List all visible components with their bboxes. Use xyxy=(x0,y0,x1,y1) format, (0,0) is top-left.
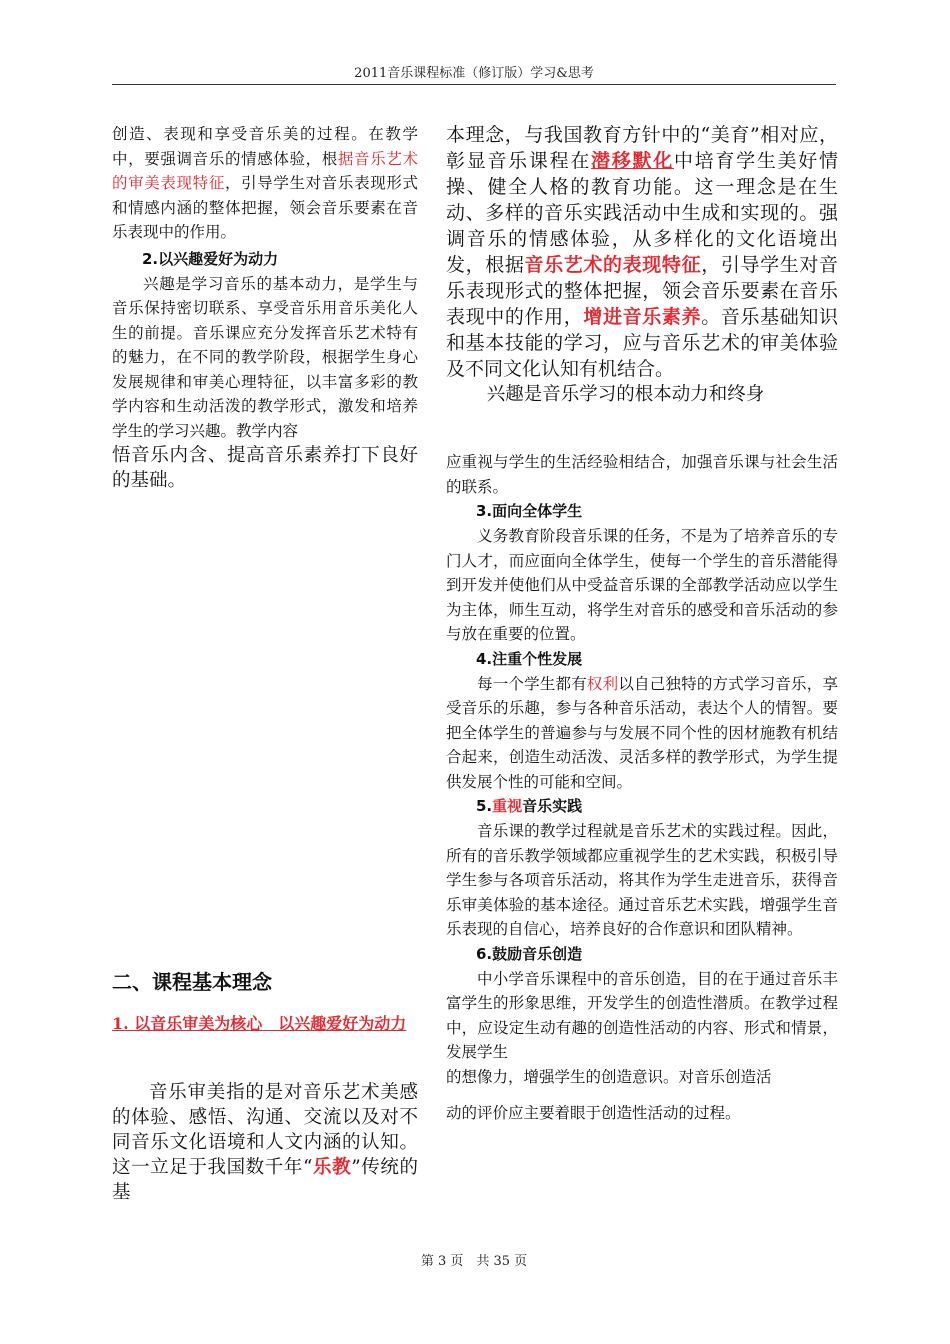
right-highlight-rights: 权利 xyxy=(586,674,619,693)
right-highlight-3: 增进音乐素养 xyxy=(583,306,702,328)
left-highlight-1: 据音乐艺术的审美表现特征 xyxy=(112,149,418,192)
heading-interest: 2.以兴趣爱好为动力 xyxy=(142,249,279,268)
left-paragraph-4: 音乐审美指的是对音乐艺术美感的体验、感悟、沟通、交流以及对不同音乐文化语境和人文内涵的认知。这一立足于我国数千年“乐教”传统的基 xyxy=(112,1082,418,1203)
subsection-title: 1. 以音乐审美为核心 以兴趣爱好为动力 xyxy=(112,1014,407,1033)
heading-creativity: 6.鼓励音乐创造 xyxy=(476,944,583,963)
header-rule xyxy=(112,84,836,85)
right-paragraph-4: 义务教育阶段音乐课的任务，不是为了培养音乐的专门人才，而应面向全体学生，使每一个学生的音乐潜能得到开发并使他们从中受益音乐课的全部教学活动应以学生为主体，师生互动，将学生对音乐的感受和音乐活动的参与放在重要的位置。 xyxy=(446,527,838,643)
section-title: 二、课程基本理念 xyxy=(112,970,272,994)
right-paragraph-3: 应重视与学生的生活经验相结合，加强音乐课与社会生活的联系。 xyxy=(446,453,838,496)
right-paragraph-1: 本理念，与我国教育方针中的“美育”相对应，彰显音乐课程在潜移默化中培育学生美好情操、健全人格的教育功能。这一理念是在生动、多样的音乐实践活动中生成和实现的。强调音乐的情感体验，从多样化的文化语境出发，根据音乐艺术的表现特征，引导学生对音乐表现形式的整体把握，领会音乐要素在音乐表现中的作用，增进音乐素养。音乐基础知识和基本技能的学习，应与音乐艺术的审美体验及不同文化认知有机结合。 xyxy=(446,124,838,380)
right-highlight-2: 音乐艺术的表现特征 xyxy=(524,254,702,276)
right-paragraph-8: 的想像力，增强学生的创造意识。对音乐创造活 xyxy=(446,1067,772,1086)
left-column xyxy=(112,122,418,493)
heading-practice: 5.重视音乐实践 xyxy=(476,797,583,815)
left-column-bottom xyxy=(112,1080,418,1205)
right-paragraph-6: 音乐课的教学过程就是音乐艺术的实践过程。因此，所有的音乐教学领域都应重视学生的艺术实践，积极引导学生参与各项音乐活动，将其作为学生走进音乐，获得音乐审美体验的基本途径。通过音乐艺术实践，增强学生音乐表现的自信心，培养良好的合作意识和团队精神。 xyxy=(446,822,838,938)
right-column-main xyxy=(446,450,838,1126)
heading-all-students: 3.面向全体学生 xyxy=(476,502,583,520)
page-header: 2011音乐课程标准（修订版）学习&思考 xyxy=(354,66,594,81)
heading-individuality: 4.注重个性发展 xyxy=(476,649,583,668)
right-paragraph-2: 兴趣是音乐学习的根本动力和终身 xyxy=(486,384,765,405)
right-paragraph-9: 动的评价应主要着眼于创造性活动的过程。 xyxy=(446,1104,741,1122)
left-paragraph-2: 兴趣是学习音乐的基本动力，是学生与音乐保持密切联系、享受音乐用音乐美化人生的前提。音乐课应充分发挥音乐艺术特有的魅力，在不同的教学阶段，根据学生身心发展规律和审美心理特征，以丰富多彩的教学内容和生动活泼的教学形式，激发和培养学生的学习兴趣。教学内容 xyxy=(112,274,418,440)
right-paragraph-7: 中小学音乐课程中的音乐创造，目的在于通过音乐丰富学生的形象思维，开发学生的创造性潜质。在教学过程中，应设定生动有趣的创造性活动的内容、形式和情景，发展学生 xyxy=(446,969,838,1061)
right-highlight-1: 潜移默化 xyxy=(591,150,674,172)
right-column-top xyxy=(446,122,838,408)
heading-practice-highlight: 重视 xyxy=(492,797,523,815)
left-highlight-yuejiao: 乐教 xyxy=(312,1157,352,1178)
right-paragraph-5: 每一个学生都有权利以自己独特的方式学习音乐，享受音乐的乐趣，参与各种音乐活动，表达个人的情智。要把全体学生的普遍参与与发展不同个性的因材施教有机结合起来，创造生动活泼、灵活多样的教学形式，为学生提供发展个性的可能和空间。 xyxy=(446,674,838,791)
left-paragraph-1: 创造、表现和享受音乐美的过程。在教学中，要强调音乐的情感体验，根据音乐艺术的审美表现特征，引导学生对音乐表现形式和情感内涵的整体把握，领会音乐要素在音乐表现中的作用。 xyxy=(112,125,418,241)
page-footer: 第 3 页 共 35 页 xyxy=(420,1254,528,1269)
left-paragraph-3: 悟音乐内含、提高音乐素养打下良好的基础。 xyxy=(112,445,418,491)
